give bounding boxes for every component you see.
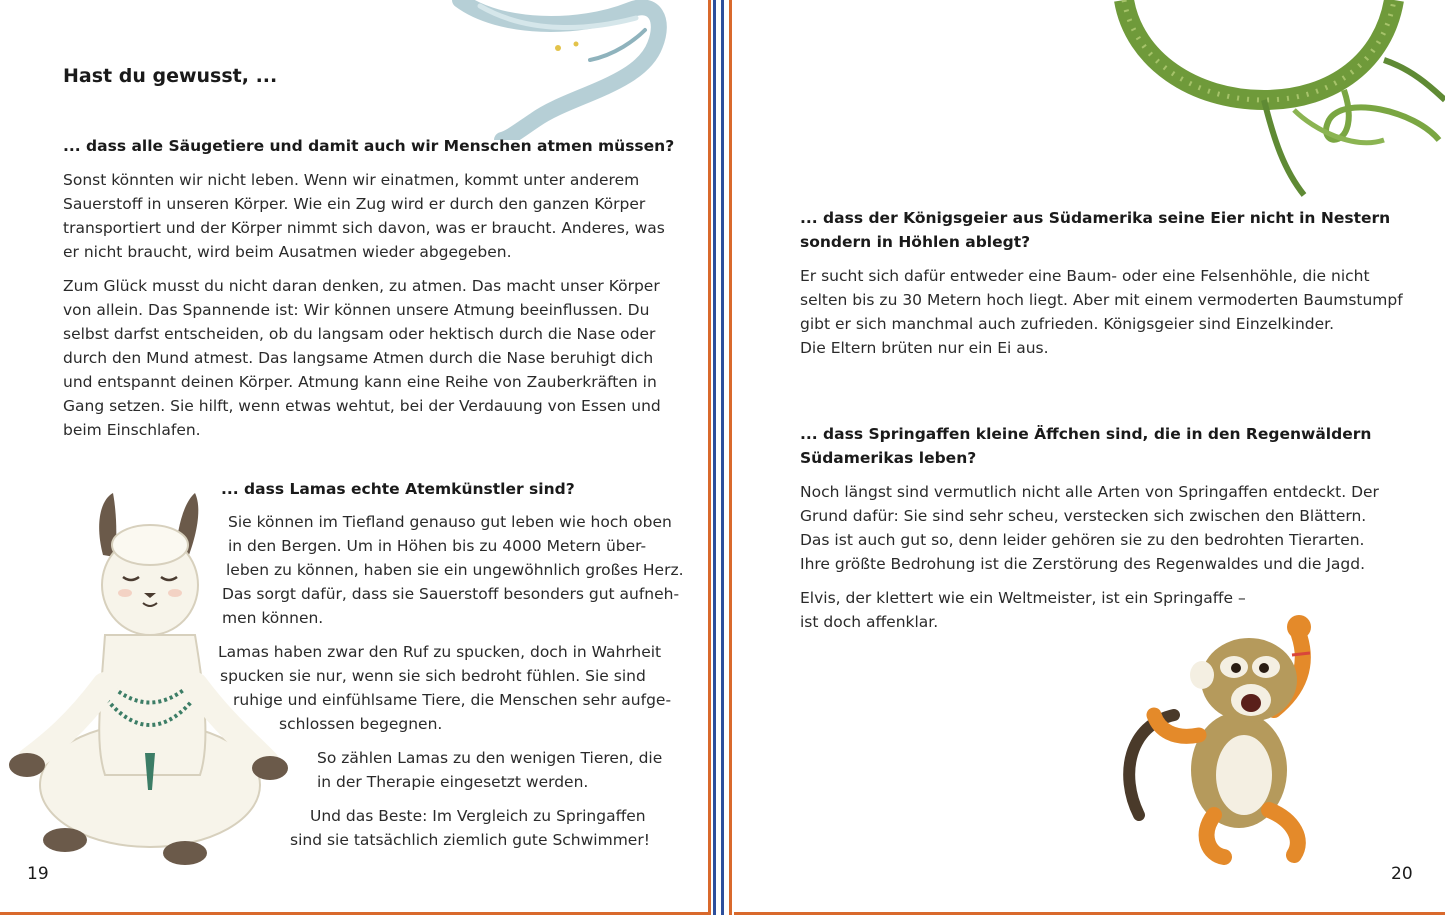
paragraph-llamas-2: Lamas haben zwar den Ruf zu spucken, doch in Wahrheit spucken sie nur, wenn sie sich bedroht fühlen. Sie sind ruhige und einfühlsame Tiere, die Menschen sehr aufge- schlossen begegnen. bbox=[218, 643, 672, 733]
paragraph-llamas-1: Sie können im Tiefland genauso gut leben wie hoch oben in den Bergen. Um in Höhen bis zu 4000 Metern über- leben zu können, haben sie ein ungewöhnlich großes Herz. Das sorgt dafür, dass sie Sauerstoff besonders gut aufneh- men können. bbox=[222, 513, 684, 627]
squirrel-monkey-illustration bbox=[1114, 605, 1374, 865]
paragraph-llamas-4: Und das Beste: Im Vergleich zu Springaffen sind sie tatsächlich ziemlich gute Schwimmer! bbox=[290, 807, 650, 849]
question-heading-llamas: ... dass Lamas echte Atemkünstler sind? bbox=[221, 480, 575, 498]
paragraph-breathing-2: Zum Glück musst du nicht daran denken, zu atmen. Das macht unser Körper von allein. Das Spannende ist: Wir können unsere Atmung beeinflussen. Du selbst darfst entscheiden, ob du langsam oder hektisch durch die Nase oder durch den Mund atmest. Das langsame Atmen durch die Nase beruhigt dich und entspannt deinen Körper. Atmung kann eine Reihe von Zauberkräften in Gang setzen. Sie hilft, wenn etwas wehtut, bei der Verdauung von Essen und beim Einschlafen. bbox=[63, 277, 661, 439]
paragraph-breathing-1: Sonst könnten wir nicht leben. Wenn wir einatmen, kommt unter anderem Sauerstoff in unseren Körper. Wie ein Zug wird er durch den ganzen Körper transportiert und der Körper nimmt sich davon, was er braucht. Anderes, was er nicht braucht, wird beim Ausatmen wieder abgegeben. bbox=[63, 171, 665, 261]
spine-line-orange-right bbox=[729, 0, 732, 915]
wind-swirl-illustration bbox=[440, 0, 670, 140]
question-heading-vulture: ... dass der Königsgeier aus Südamerika seine Eier nicht in Nestern sondern in Höhlen ablegt? bbox=[800, 209, 1391, 251]
spine-line-blue-right bbox=[721, 0, 724, 915]
paragraph-vulture: Er sucht sich dafür entweder eine Baum- oder eine Felsenhöhle, die nicht selten bis zu 30 Metern hoch liegt. Aber mit einem vermoderten Baumstumpf gibt er sich manchmal auch zufrieden. Königsgeier sind Einzelkinder. Die Eltern brüten nur ein Ei aus. bbox=[800, 267, 1403, 357]
question-heading-breathing: ... dass alle Säugetiere und damit auch wir Menschen atmen müssen? bbox=[63, 137, 675, 155]
left-page bbox=[0, 0, 710, 915]
paragraph-llamas-3: So zählen Lamas zu den wenigen Tieren, die in der Therapie eingesetzt werden. bbox=[317, 749, 663, 791]
vine-illustration bbox=[1114, 0, 1445, 200]
spine-line-orange-left bbox=[708, 0, 711, 915]
page-title: Hast du gewusst, ... bbox=[63, 65, 278, 87]
paragraph-monkeys-2: Elvis, der klettert wie ein Weltmeister, ist ein Springaffe – ist doch affenklar. bbox=[800, 589, 1246, 631]
page-number-left: 19 bbox=[27, 864, 49, 884]
page-number-right: 20 bbox=[1391, 864, 1413, 884]
right-page bbox=[734, 0, 1445, 915]
paragraph-monkeys-1: Noch längst sind vermutlich nicht alle Arten von Springaffen entdeckt. Der Grund dafür: Sie sind sehr scheu, verstecken sich zwischen den Blättern. Das ist auch gut so, denn leider gehören sie zu den bedrohten Tierarten. Ihre größte Bedrohung ist die Zerstörung des Regenwaldes und die Jagd. bbox=[800, 483, 1379, 573]
question-heading-monkeys: ... dass Springaffen kleine Äffchen sind, die in den Regenwäldern Südamerikas leben? bbox=[800, 425, 1372, 467]
